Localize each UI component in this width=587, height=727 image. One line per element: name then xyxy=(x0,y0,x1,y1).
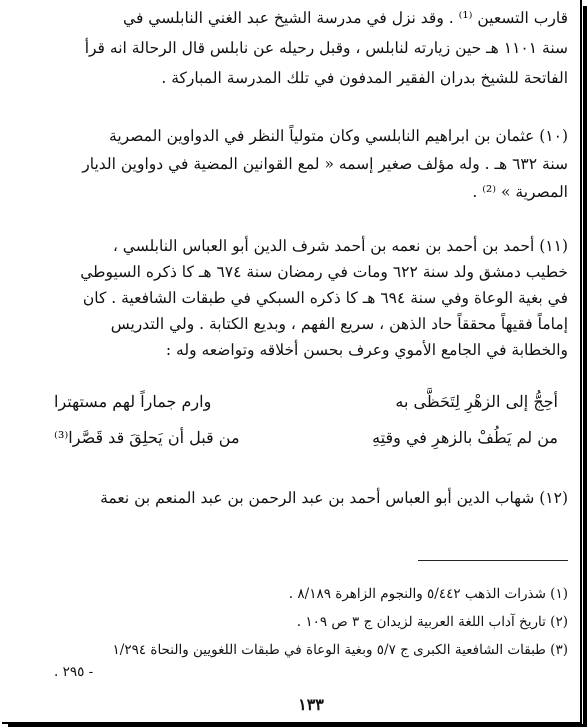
text-line: قارب التسعين ⁽¹⁾ . وقد نزل في مدرسة الشيخ عبد الغني النابلسي في xyxy=(123,9,568,27)
footnote: (١) شذرات الذهب ٥/٤٤٢ والنجوم الزاهرة ٨/١٨٩ . xyxy=(288,586,568,602)
footnote-rule xyxy=(418,560,568,561)
text-line: الفاتحة للشيخ بدران الفقير المدفون في تلك المدرسة المباركة . xyxy=(161,69,568,87)
verse-hemistich: من قبل أن يَحلِقَ قد قَصَّرا⁽³⁾ xyxy=(54,428,240,447)
text-line: إماماً فقيهاً محققاً حاد الذهن ، سريع الفهم ، وبديع الكتابة . ولي التدريس xyxy=(110,315,568,333)
document-page xyxy=(54,0,568,724)
text-line: المصرية » ⁽²⁾ . xyxy=(472,183,568,201)
text-line: خطيب دمشق ولد سنة ٦٢٢ ومات في رمضان سنة ٦٧٤ هـ كا ذكره السيوطي xyxy=(80,263,568,281)
verse-hemistich: وارم جماراً لهم مستهترا xyxy=(54,392,212,411)
page-number: ١٣٣ xyxy=(298,695,324,714)
text-line: سنة ١١٠١ هـ حين زيارته لنابلس ، وقبل رحيله عن نابلس قال الرحالة انه قرأ xyxy=(84,39,568,57)
verse-hemistich: أحِجُّ إلى الزهْرِ لِتَحَظَّى به xyxy=(395,392,558,411)
text-line: سنة ٦٣٢ هـ . وله مؤلف صغير إسمه « لمع القوانين المضية في دواوين الديار xyxy=(82,155,568,173)
text-line: والخطابة في الجامع الأموي وعرف بحسن أخلاقه وتواضعه وله : xyxy=(165,341,568,359)
footnote: (٢) تاريخ آداب اللغة العربية لزيدان ج ٣ ص ١٠٩ . xyxy=(296,614,568,630)
page-shadow-right xyxy=(583,6,587,727)
verse-hemistich: من لم يَطُفْ بالزهرِ في وقتِهِ xyxy=(372,428,558,447)
text-line: (١١) أحمد بن أحمد بن نعمه بن أحمد شرف الدين أبو العباس النابلسي ، xyxy=(112,237,568,255)
text-line: في بغية الوعاة وفي سنة ٦٩٤ هـ كا ذكره السبكي في طبقات الشافعية . كان xyxy=(82,289,568,307)
footnote: - ٢٩٥ . xyxy=(54,664,94,680)
footnote: (٣) طبقات الشافعية الكبرى ج ٥/٧ وبغية الوعاة في طبقات اللغويين والنحاة ١/٢٩٤ xyxy=(112,642,568,658)
text-line: (١٠) عثمان بن ابراهيم النابلسي وكان متولياً النظر في الدواوين المصرية xyxy=(109,127,568,145)
text-line: (١٢) شهاب الدين أبو العباس أحمد بن عبد الرحمن بن عبد المنعم بن نعمة xyxy=(100,489,568,507)
